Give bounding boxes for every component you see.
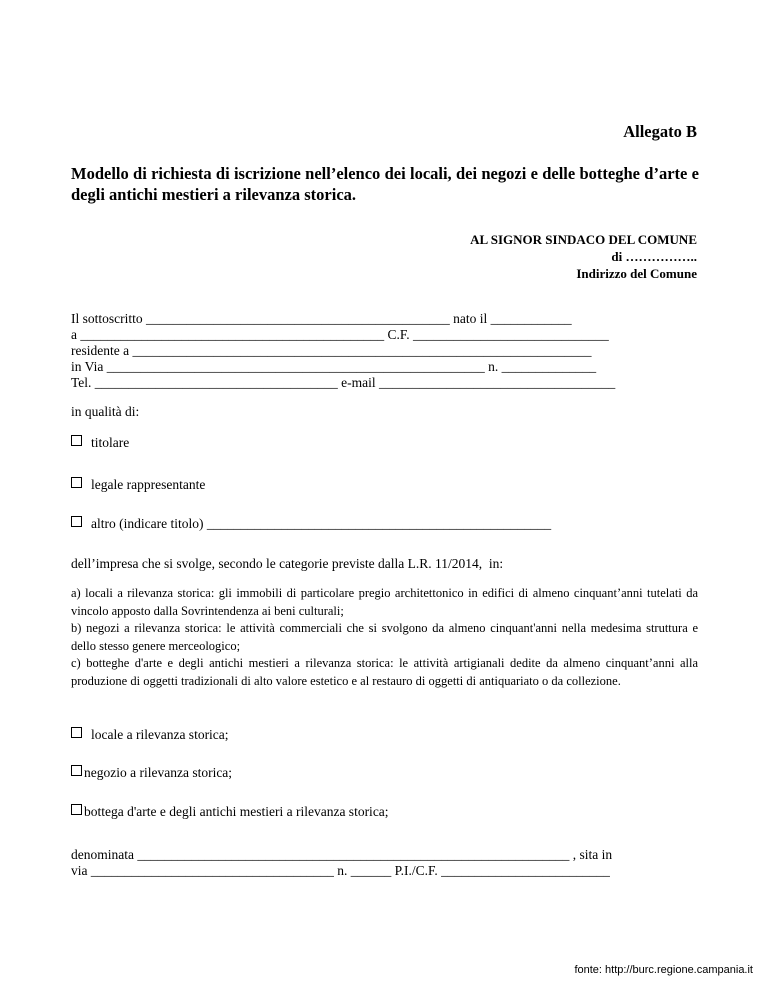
option-bottega[interactable] bbox=[71, 804, 389, 820]
form-line-sottoscritto: Il sottoscritto _____________________________________________ nato il ____________ bbox=[71, 311, 572, 326]
checkbox-icon[interactable] bbox=[71, 765, 82, 776]
option-label: titolare bbox=[91, 435, 130, 450]
option-label: locale a rilevanza storica; bbox=[91, 727, 229, 742]
form-line-luogo-cf: a _____________________________________________ C.F. _____________________________ bbox=[71, 327, 609, 342]
option-negozio[interactable] bbox=[71, 765, 232, 781]
form-line-indirizzo-piva: via ____________________________________ n. ______ P.I./C.F. _________________________ bbox=[71, 863, 610, 878]
option-legale-rappresentante[interactable] bbox=[71, 477, 205, 493]
option-label: legale rappresentante bbox=[91, 477, 206, 492]
form-line-residente: residente a ____________________________________________________________________ bbox=[71, 343, 592, 358]
option-titolare[interactable] bbox=[71, 435, 129, 451]
recipient-line-3: Indirizzo del Comune bbox=[576, 266, 697, 281]
category-definitions bbox=[71, 585, 698, 690]
option-label: bottega d'arte e degli antichi mestieri a rilevanza storica; bbox=[84, 804, 389, 819]
document-title: Modello di richiesta di iscrizione nell’elenco dei locali, dei negozi e delle botteghe d’arte e degli antichi mestieri a rilevanza storica. bbox=[71, 164, 699, 204]
source-footer: fonte: http://burc.regione.campania.it bbox=[574, 964, 753, 976]
recipient-line-1: AL SIGNOR SINDACO DEL COMUNE bbox=[470, 232, 697, 247]
checkbox-icon[interactable] bbox=[71, 727, 82, 738]
form-line-denominata: denominata ________________________________________________________________ , sita in bbox=[71, 847, 613, 862]
option-label: negozio a rilevanza storica; bbox=[84, 765, 233, 780]
checkbox-icon[interactable] bbox=[71, 435, 82, 446]
option-locale[interactable] bbox=[71, 727, 229, 743]
form-line-tel-email: Tel. ____________________________________ e-mail ___________________________________ bbox=[71, 375, 616, 390]
checkbox-icon[interactable] bbox=[71, 804, 82, 815]
option-label: altro (indicare titolo) ___________________________________________________ bbox=[91, 516, 552, 531]
definition-botteghe: c) botteghe d'arte e degli antichi mestieri a rilevanza storica: le attività artigianali dedite da almeno cinquant’anni alla produzione di oggetti tradizionali di alto valore estetico e al restauro di oggetti di antiquariato o da collezione. bbox=[71, 656, 698, 688]
definition-negozi: b) negozi a rilevanza storica: le attività commerciali che si svolgono da almeno cinquant'anni nella medesima struttura e dello stesso genere merceologico; bbox=[71, 621, 698, 653]
qualita-label: in qualità di: bbox=[71, 404, 140, 419]
option-altro[interactable] bbox=[71, 516, 551, 532]
form-line-via: in Via ________________________________________________________ n. ______________ bbox=[71, 359, 597, 374]
definition-locali: a) locali a rilevanza storica: gli immobili di particolare pregio architettonico in edifici di almeno cinquant’anni tutelati da vincolo apposto dalla Sovrintendenza ai beni culturali; bbox=[71, 586, 698, 618]
recipient-line-2: di …………….. bbox=[611, 249, 697, 264]
impresa-line: dell’impresa che si svolge, secondo le categorie previste dalla L.R. 11/2014, in: bbox=[71, 556, 504, 571]
checkbox-icon[interactable] bbox=[71, 477, 82, 488]
checkbox-icon[interactable] bbox=[71, 516, 82, 527]
allegato-label: Allegato B bbox=[623, 122, 697, 141]
